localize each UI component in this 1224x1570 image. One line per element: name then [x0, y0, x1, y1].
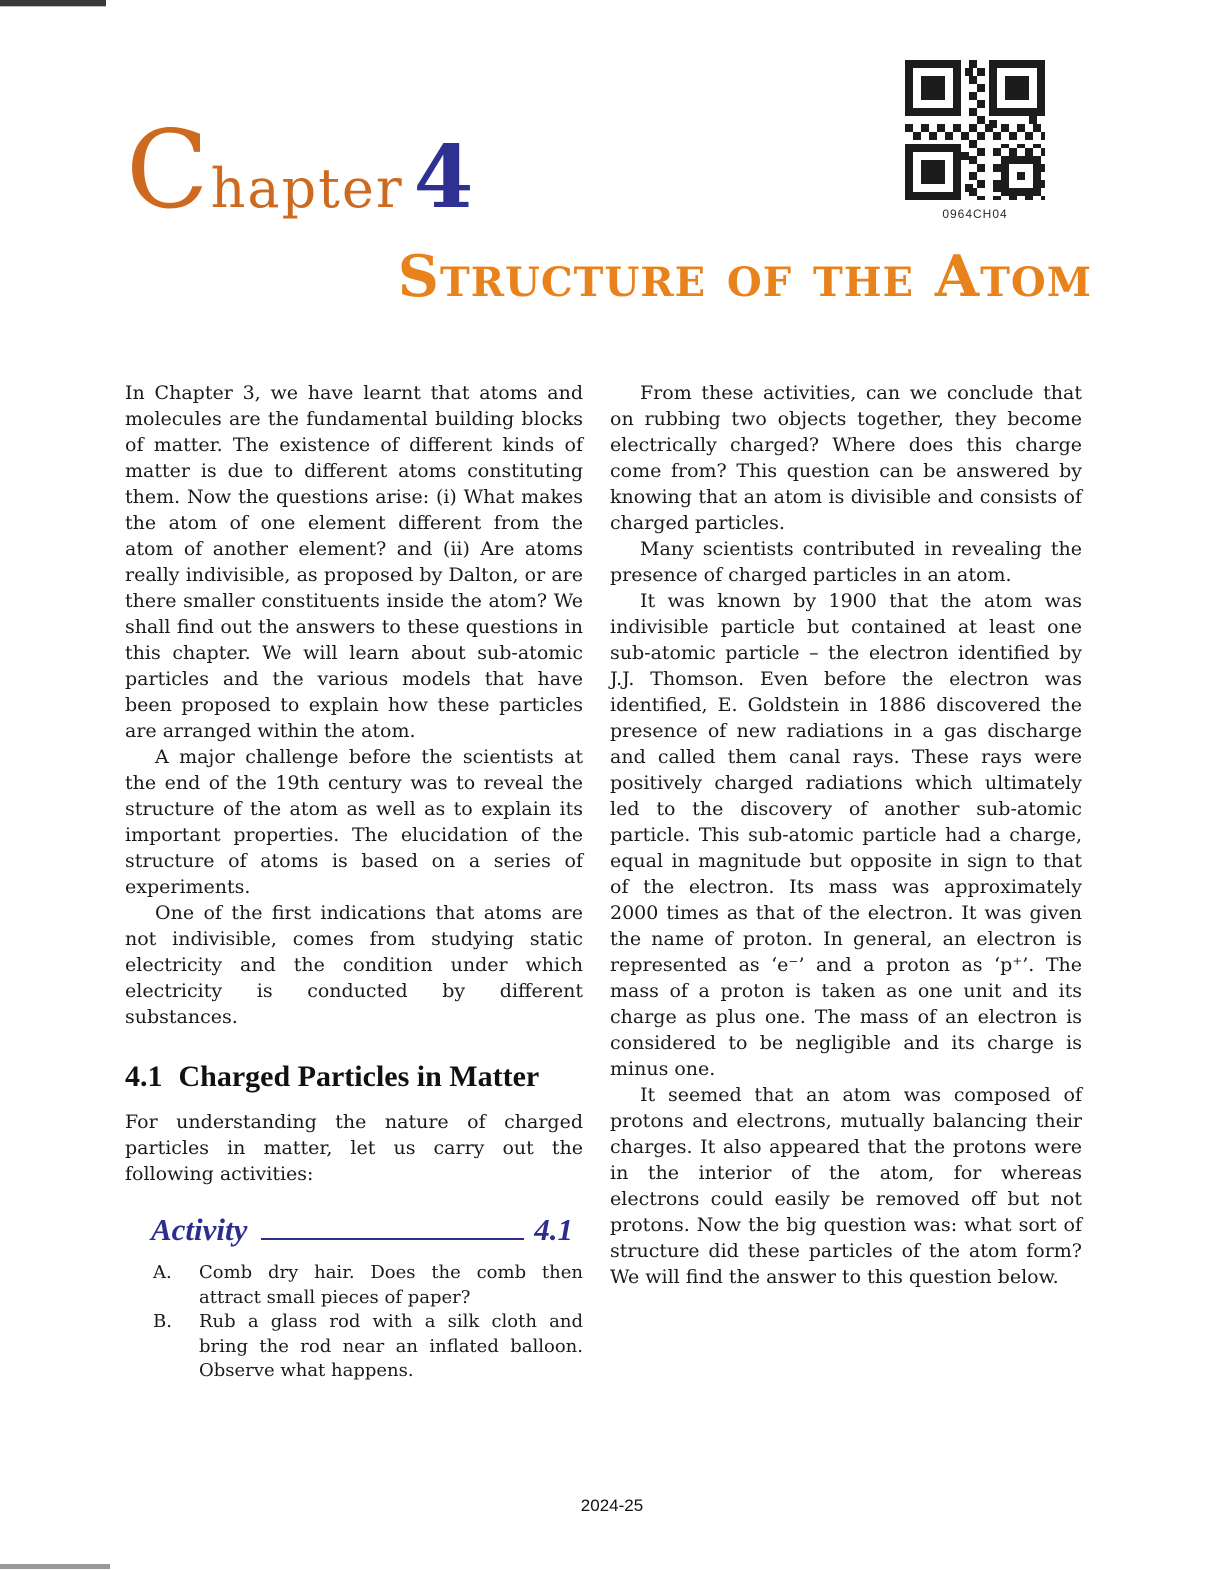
right-column [610, 380, 1082, 1290]
activity-rule [261, 1238, 524, 1240]
paragraph: It seemed that an atom was composed of protons and electrons, mutually balancing their charges. It also appeared that the protons were in the interior of the atom, for whereas electrons could easily be removed off but not protons. Now the big question was: what sort of structure did these particles of the atom form? We will find the answer to this question below. [610, 1084, 1082, 1288]
activity-label: Activity [151, 1212, 248, 1247]
section-intro: For understanding the nature of charged particles in matter, let us carry out the following activities: [125, 1111, 583, 1185]
section-heading [125, 1060, 583, 1093]
print-registration-bar-bottom [0, 1564, 110, 1569]
chapter-number: 4 [413, 127, 474, 228]
chapter-title: Structure of the Atom [397, 243, 1092, 310]
paragraph: From these activities, can we conclude that on rubbing two objects together, they become electrically charged? Where does this charge come from? This question can be answered by knowing that an atom is divisible and consists of charged particles. [610, 382, 1082, 534]
section-number: 4.1 [125, 1060, 163, 1093]
section-title: Charged Particles in Matter [178, 1060, 540, 1093]
paragraph: In Chapter 3, we have learnt that atoms and molecules are the fundamental building blocks of matter. The existence of different kinds of matter is due to different atoms constituting them. Now the questions arise: (i) What makes the atom of one element different from the atom of another element? and (ii) Are atoms really indivisible, as proposed by Dalton, or are there smaller constituents inside the atom? We shall find out the answers to these questions in this chapter. We will learn about sub-atomic particles and the various models that have been proposed to explain how these particles are arranged within the atom. [125, 382, 583, 742]
paragraph: A major challenge before the scientists at the end of the 19th century was to reveal the structure of the atom as well as to explain its important properties. The elucidation of the structure of atoms is based on a series of experiments. [125, 746, 583, 898]
activity-box [125, 1213, 583, 1384]
paragraph: It was known by 1900 that the atom was indivisible particle but contained at least one sub-atomic particle – the electron identified by J.J. Thomson. Even before the electron was identified, E. Goldstein in 1886 discovered the presence of new radiations in a gas discharge and called them canal rays. These rays were positively charged radiations which ultimately led to the discovery of another sub-atomic particle. This sub-atomic particle had a charge, equal in magnitude but opposite in sign to that of the electron. Its mass was approximately 2000 times as that of the electron. It was given the name of proton. In general, an electron is represented as ‘e⁻’ and a proton as ‘p⁺’. The mass of a proton is taken as one unit and its charge as plus one. The mass of an electron is considered to be negligible and its charge is minus one. [610, 590, 1082, 1080]
activity-item-text: Rub a glass rod with a silk cloth and bring the rod near an inflated balloon. Observe what happens. [199, 1311, 583, 1382]
activity-item-marker: B. [153, 1311, 172, 1333]
qr-code-block [903, 60, 1047, 221]
activity-item-marker: A. [153, 1262, 172, 1284]
activity-item-text: Comb dry hair. Does the comb then attract small pieces of paper? [199, 1262, 583, 1308]
chapter-word-rest: hapter [210, 157, 404, 220]
left-column [125, 380, 583, 1384]
chapter-header [126, 108, 474, 233]
activity-heading [151, 1213, 573, 1247]
qr-code-icon [905, 60, 1045, 200]
activity-item [153, 1310, 583, 1384]
page-footer-year: 2024-25 [580, 1496, 644, 1515]
print-registration-bar-top [0, 0, 106, 7]
chapter-word-initial: C [126, 108, 209, 233]
paragraph: One of the first indications that atoms are not indivisible, comes from studying static electricity and the condition under which electricity is conducted by different substances. [125, 902, 583, 1028]
activity-number: 4.1 [534, 1212, 573, 1247]
activity-item [153, 1261, 583, 1310]
paragraph: Many scientists contributed in revealing the presence of charged particles in an atom. [610, 538, 1082, 586]
qr-code-caption: 0964CH04 [942, 207, 1008, 221]
